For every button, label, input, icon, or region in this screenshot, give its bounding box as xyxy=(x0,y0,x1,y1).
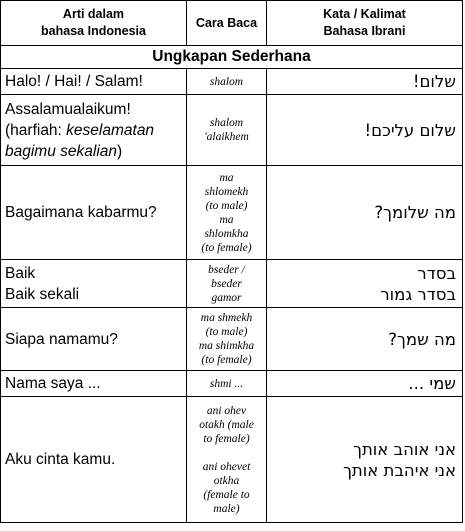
baca-spacer xyxy=(189,446,264,460)
indo-note-prefix: (harfiah: xyxy=(5,121,67,139)
table-row xyxy=(1,260,463,308)
header-baca: Cara Baca xyxy=(187,1,267,46)
baca-line: gamor xyxy=(211,291,242,304)
table-row xyxy=(1,95,463,166)
indo-line: Nama saya ... xyxy=(5,375,101,392)
baca-line: shalom xyxy=(209,117,244,129)
indo-line: Halo! / Hai! / Salam! xyxy=(5,73,143,90)
baca-line: shmi ... xyxy=(209,377,244,390)
header-ibrani xyxy=(267,1,463,46)
cell-indonesia xyxy=(1,260,187,308)
baca-line: (to female) xyxy=(201,354,252,366)
heb-line: אני איהבת אותך xyxy=(343,460,456,480)
baca-line: bseder / xyxy=(208,263,245,276)
baca-line: to female) xyxy=(203,432,250,445)
baca-line: shlomekh xyxy=(204,185,249,198)
heb-line: מה שמך? xyxy=(388,329,456,349)
cell-ibrani xyxy=(267,308,463,371)
cell-indonesia xyxy=(1,69,187,95)
table-row xyxy=(1,166,463,260)
baca-line: (to male) xyxy=(205,199,248,212)
cell-ibrani xyxy=(267,371,463,397)
cell-indonesia xyxy=(1,397,187,523)
cell-baca xyxy=(187,69,267,95)
heb-line: שלום עליכם! xyxy=(364,120,456,140)
cell-ibrani xyxy=(267,95,463,166)
cell-baca xyxy=(187,260,267,308)
baca-line: otakh (male xyxy=(199,418,254,431)
header-indonesia-line: bahasa Indonesia xyxy=(41,24,146,38)
cell-indonesia xyxy=(1,166,187,260)
indo-line: Bagaimana kabarmu? xyxy=(5,204,157,221)
heb-line: שמי ... xyxy=(408,374,456,393)
baca-line: ani ohevet xyxy=(202,460,251,473)
cell-baca xyxy=(187,371,267,397)
table-row xyxy=(1,371,463,397)
baca-line: ani ohev xyxy=(206,404,247,417)
header-ibrani-line: Kata / Kalimat xyxy=(323,7,406,21)
heb-line: שלום! xyxy=(412,72,456,91)
section-row xyxy=(1,46,463,69)
baca-line: ma shmekh xyxy=(200,312,253,324)
baca-line: ma xyxy=(219,213,234,226)
cell-baca xyxy=(187,166,267,260)
indo-line: Baik sekali xyxy=(5,285,80,303)
section-title: Ungkapan Sederhana xyxy=(1,46,463,69)
cell-ibrani xyxy=(267,397,463,523)
header-indonesia-line: Arti dalam xyxy=(62,7,125,21)
baca-line: shalom xyxy=(209,75,244,88)
cell-baca xyxy=(187,308,267,371)
indo-line: Assalamualaikum! xyxy=(5,100,131,118)
baca-line: (female to xyxy=(203,488,250,501)
header-indonesia xyxy=(1,1,187,46)
baca-line: ma shimkha xyxy=(198,340,255,352)
table-row xyxy=(1,397,463,523)
baca-line: otkha xyxy=(213,474,240,487)
indo-line: Baik xyxy=(5,264,36,282)
cell-ibrani xyxy=(267,69,463,95)
cell-ibrani xyxy=(267,260,463,308)
cell-indonesia xyxy=(1,308,187,371)
cell-baca xyxy=(187,397,267,523)
heb-line: בסדר xyxy=(417,263,456,283)
cell-ibrani xyxy=(267,166,463,260)
heb-line: אני אוהב אותך xyxy=(353,439,456,459)
table-row xyxy=(1,308,463,371)
baca-line: male) xyxy=(213,502,240,515)
cell-indonesia xyxy=(1,371,187,397)
indo-note-suffix: ) xyxy=(117,142,123,160)
baca-line: (to male) xyxy=(205,326,248,338)
header-row xyxy=(1,1,463,46)
indo-line: Siapa namamu? xyxy=(5,330,118,348)
table-row xyxy=(1,69,463,95)
baca-line: shlomkha xyxy=(204,227,249,240)
baca-line: bseder xyxy=(211,277,242,290)
baca-line: ma xyxy=(219,171,234,184)
baca-line: (to female) xyxy=(201,241,252,254)
header-ibrani-line: Bahasa Ibrani xyxy=(323,24,406,38)
indo-note-italic: keselamatan bagimu sekalian xyxy=(5,121,155,160)
cell-indonesia xyxy=(1,95,187,166)
indo-line: Aku cinta kamu. xyxy=(5,451,116,468)
heb-line: מה שלומך? xyxy=(374,203,456,222)
cell-baca xyxy=(187,95,267,166)
baca-line: 'alaikhem xyxy=(204,131,249,143)
heb-line: בסדר גמור xyxy=(380,284,456,304)
